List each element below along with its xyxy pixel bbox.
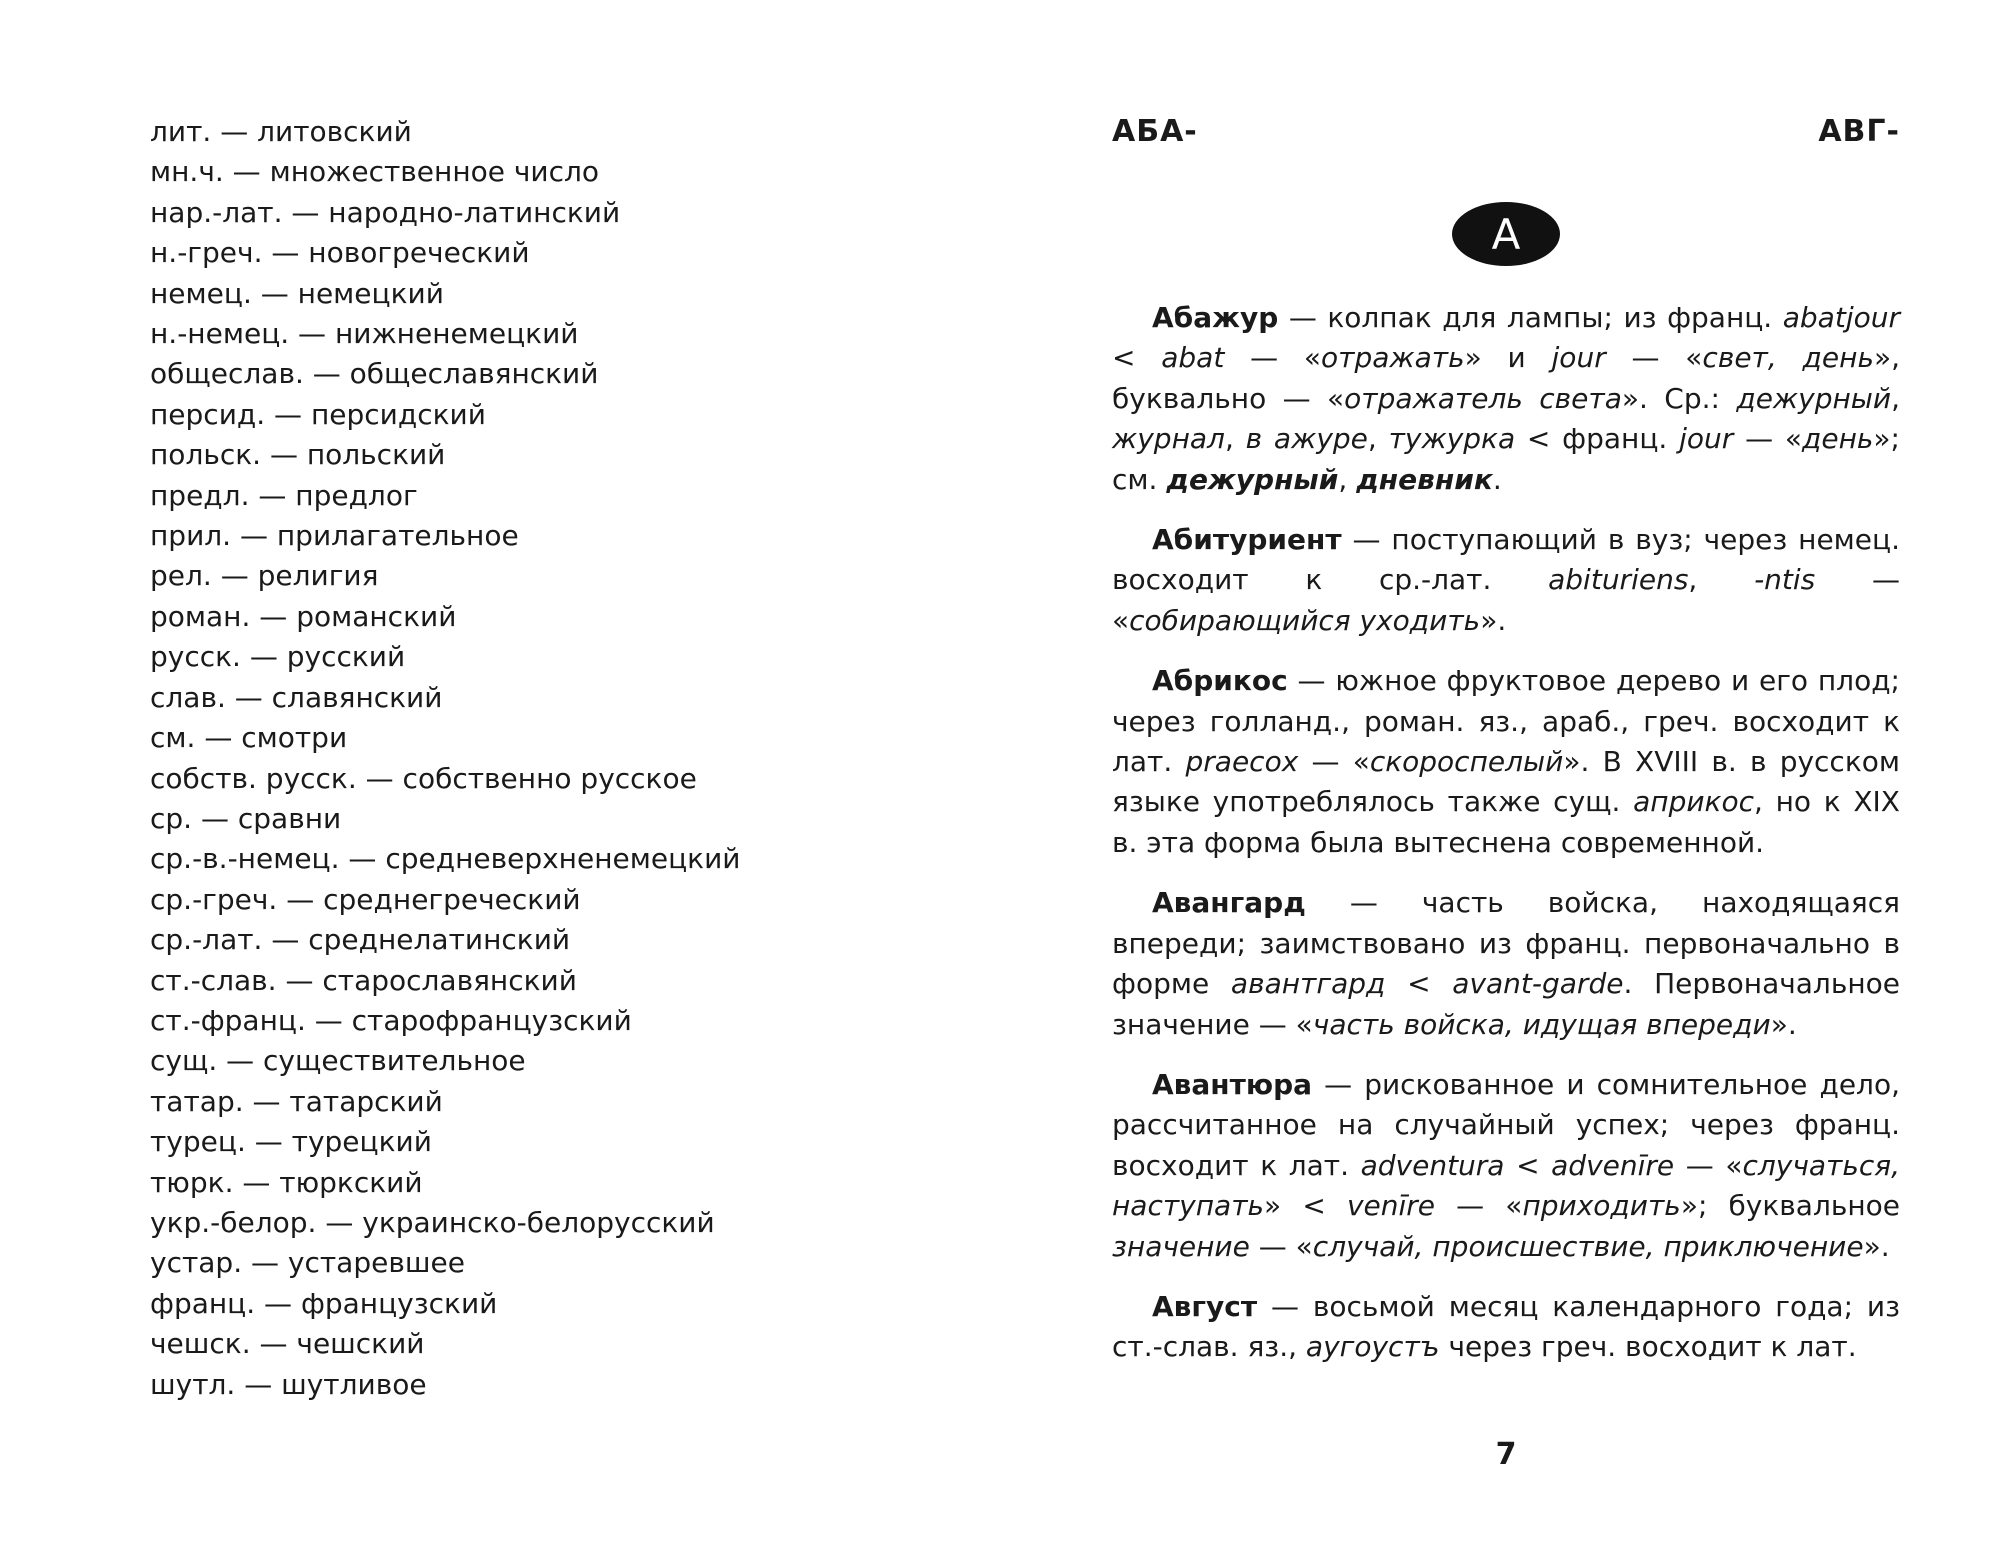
abbreviation-item: лит. — литовский [150,115,412,148]
dictionary-entry [1112,1287,1900,1368]
entry-text: , но к XIX в. эта форма была вытеснена современной. [1112,785,1900,859]
abbreviation-item: ср.-в.-немец. — средневерхненемецкий [150,842,741,876]
entry-text: — « [1733,422,1802,456]
right-page [1112,112,1900,1532]
abbreviation-item: слав. — славянский [150,680,443,714]
abbreviation-item: устар. — устаревшее [150,1246,465,1280]
abbreviation-item: ст.-слав. — старославянский [150,963,577,997]
abbreviation-item: турец. — турецкий [150,1125,432,1159]
entry-text: через греч. восходит к лат. [1439,1330,1857,1364]
entry-text: . Первоначальное значение — « [1112,967,1900,1041]
entry-headword: Абитуриент [1152,523,1342,557]
abbreviation-item: нар.-лат. — народно-латинский [150,195,621,229]
entry-text: , [1338,462,1357,496]
abbreviation-item: прил. — прилагательное [150,519,519,553]
entry-text: < [1385,967,1453,1001]
abbreviation-item: татар. — татарский [150,1084,443,1118]
entry-text: — « [1298,745,1370,779]
abbreviation-item: персид. — персидский [150,397,486,431]
entry-text: — колпак для лампы; из франц. [1278,301,1783,334]
entry-text: advenīre [1551,1148,1675,1182]
abbreviation-item: предл. — предлог [150,478,418,512]
entry-text: avant-garde [1452,967,1624,1001]
abbreviation-item: франц. — французский [150,1286,498,1320]
abbreviation-item: шутл. — шутливое [150,1367,427,1401]
left-page [150,112,850,1405]
running-head-left: АБА- [1112,114,1198,149]
abbreviation-item: н.-греч. — новогреческий [150,236,530,270]
abbreviation-item: русск. — русский [150,640,406,674]
entry-text: часть войска, идущая впереди [1312,1007,1771,1041]
abbreviation-item: ср. — сравни [150,801,342,835]
entry-text: — поступающий в вуз; через немец. восходит к ср.-лат. [1112,523,1900,597]
entry-text: »; буквальное [1680,1189,1901,1223]
abbreviation-item: укр.-белор. — украинско-белорусский [150,1205,715,1239]
entry-text: < [1504,1148,1552,1182]
entry-text: собирающийся уходить [1129,603,1481,637]
entry-text: . [1492,462,1502,496]
abbreviation-item: польск. — польский [150,438,446,472]
abbreviation-item: немец. — немецкий [150,276,444,310]
entry-text: » < [1264,1189,1347,1223]
entry-text: », буквально — « [1112,341,1900,415]
dictionary-entry [1112,1065,1900,1267]
dictionary-entry [1112,883,1900,1045]
entry-text: — « [1674,1148,1743,1182]
entry-text: дежурный [1736,381,1892,415]
dictionary-entry [1112,298,1900,500]
entry-text: » и [1464,341,1552,375]
entry-text: abituriens [1548,563,1689,597]
abbreviation-item: тюрк. — тюркский [150,1165,423,1199]
entry-text: ». [1480,603,1507,637]
entry-headword: Абрикос [1152,664,1288,698]
entry-text: день [1802,422,1874,456]
abbreviation-item: роман. — романский [150,599,457,633]
entry-text: < франц. [1515,422,1680,456]
entry-text: abatjour [1782,301,1900,334]
abbreviation-item: чешск. — чешский [150,1327,425,1361]
entry-text: — « [1435,1189,1523,1223]
entry-text: abat [1161,341,1225,375]
entry-text: adventura [1360,1148,1505,1182]
page-number: 7 [1495,1437,1517,1472]
entry-text: — южное фруктовое дерево и его плод; через голланд., роман. яз., араб., греч. восходит к лат. [1112,664,1900,779]
entry-headword: Август [1152,1289,1258,1323]
entry-text: скороспелый [1369,745,1564,779]
dictionary-entries [1112,298,1900,1368]
entry-text: »; см. [1112,422,1900,496]
entry-text: в ажуре [1245,422,1368,456]
entry-text: jour [1551,341,1606,375]
entry-text: дневник [1356,462,1493,496]
entry-text: ». [1863,1229,1890,1263]
entry-text: тужурка [1388,422,1516,456]
entry-text: , [1688,563,1755,597]
entry-text: журнал [1112,422,1225,456]
entry-headword: Авангард [1152,886,1306,920]
abbreviation-item: ср.-лат. — среднелатинский [150,923,571,957]
running-head-right: АВГ- [1818,114,1900,149]
entry-text: , [1367,422,1389,456]
abbreviation-item: сущ. — существительное [150,1044,526,1078]
entry-text: , [1891,381,1901,415]
entry-text: — « [1249,1229,1313,1263]
entry-text: аугоустъ [1305,1330,1440,1364]
entry-text: ». [1770,1007,1797,1041]
entry-text: случай, происшествие, приключение [1312,1229,1864,1263]
abbreviation-item: ст.-франц. — старофранцузский [150,1003,632,1037]
dictionary-entry [1112,520,1900,641]
entry-text: — рискованное и сомнительное дело, рассчитанное на случайный успех; через франц. восходит к лат. [1112,1067,1900,1182]
entry-text: авантгард [1230,967,1386,1001]
entry-text: — восьмой месяц календарного года; из ст.-слав. яз., [1112,1289,1900,1364]
entry-headword: Абажур [1152,301,1279,334]
running-head [1112,112,1900,152]
entry-text: — « [1112,563,1900,637]
abbreviation-list [150,112,850,1405]
dictionary-entry [1112,661,1900,863]
entry-text: случаться, наступать [1112,1148,1900,1223]
entry-headword: Авантюра [1152,1067,1313,1101]
abbreviation-item: рел. — религия [150,559,379,593]
entry-text: — « [1224,341,1322,375]
entry-text: — « [1605,341,1703,375]
entry-text: значение [1112,1229,1250,1263]
abbreviation-item: см. — смотри [150,721,348,755]
entry-text: ». Ср.: [1621,381,1737,415]
entry-text: praecox [1185,745,1299,779]
abbreviation-item: собств. русск. — собственно русское [150,761,697,795]
entry-text: , [1224,422,1246,456]
abbreviation-item: н.-немец. — нижненемецкий [150,317,579,351]
entry-text: отражатель света [1344,381,1622,415]
abbreviation-item: ср.-греч. — среднегреческий [150,882,581,916]
entry-text: -ntis [1754,563,1816,597]
entry-text: < [1112,341,1162,375]
entry-text: отражать [1321,341,1465,375]
entry-text: jour [1679,422,1734,456]
section-letter-badge: А [1452,202,1560,266]
abbreviation-item: общеслав. — общеславянский [150,357,599,391]
entry-text: дежурный [1166,462,1339,496]
entry-text: — часть войска, находящаяся впереди; заимствовано из франц. первоначально в форме [1112,886,1900,1001]
entry-text: свет, день [1702,341,1874,375]
entry-text: venīre [1346,1189,1435,1223]
abbreviation-item: мн.ч. — множественное число [150,155,600,189]
entry-text: приходить [1522,1189,1681,1223]
entry-text: априкос [1633,785,1754,819]
entry-text: ». В XVIII в. в русском языке употреблялось также сущ. [1112,745,1900,819]
